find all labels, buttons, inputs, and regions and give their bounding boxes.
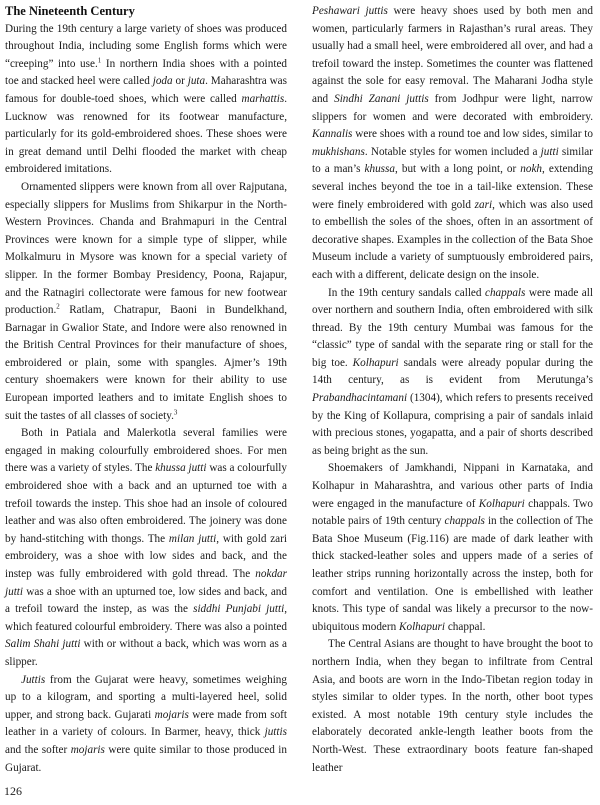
text-run: In the 19th century sandals called xyxy=(328,286,485,299)
italic-term: nokh xyxy=(520,163,543,176)
text-run: , which was also used to embellish the soles of the shoes, often in an assortment of decorative shapes. Examples in the collection of the Bata Shoe Museum include a variety of sumptuously embroidered pairs, each with a different, delicate design on the insole. xyxy=(312,198,593,281)
section-heading: The Nineteenth Century xyxy=(5,4,135,18)
italic-term: Kolhapuri xyxy=(478,497,525,510)
italic-term: zari xyxy=(474,198,493,211)
text-run: chappal. xyxy=(445,620,486,633)
paragraph xyxy=(5,672,287,778)
text-run: was a shoe with an upturned toe, low sides and back, and a trefoil toward the instep, as was the xyxy=(5,585,287,616)
page-number: 126 xyxy=(4,784,22,798)
italic-term: mukhishans xyxy=(312,145,365,158)
text-run: were quite similar to those produced in Gujarat. xyxy=(5,743,287,774)
italic-term: marhattis xyxy=(241,92,285,105)
italic-term: juta xyxy=(187,75,206,88)
text-run: from the Gujarat were heavy, sometimes weighing up to a kilogram, and sporting a multi-layered heel, solid upper, and strong back. Gujarati xyxy=(5,673,287,721)
paragraph xyxy=(5,179,287,425)
italic-term: Kolhapuri xyxy=(352,356,399,369)
paragraph xyxy=(312,3,593,285)
italic-term: mojaris xyxy=(154,708,189,721)
italic-term: chappals xyxy=(444,515,485,528)
text-run: Both in Patiala and Malerkotla several families were engaged in making colourfully embroidered shoes. For men there was a variety of styles. The xyxy=(5,427,287,475)
left-column xyxy=(5,3,287,777)
text-run: similar to a man’s xyxy=(312,145,593,176)
text-run: were made all over northern and southern India, often embroidered with silk thread. By the 19th century Mumbai was famous for the “classic” type of sandal with the separate ring or stall for the big toe. xyxy=(312,286,593,369)
footnote-ref: 1 xyxy=(97,56,102,65)
italic-term: chappals xyxy=(484,286,526,299)
footnote-ref: 3 xyxy=(173,407,178,416)
paragraph xyxy=(5,21,287,179)
italic-term: juttis xyxy=(264,726,287,739)
text-run: During the 19th century a large variety of shoes was produced throughout India, including some English forms which were “creeping” into use. xyxy=(5,22,287,70)
italic-term: mojaris xyxy=(70,743,105,756)
italic-term: joda xyxy=(152,75,173,88)
italic-term: khussa jutti xyxy=(155,462,207,475)
text-run: Ornamented slippers were known from all over Rajputana, especially slippers for Muslims from Shikarpur in the North-Western Provinces. Chanda and Brahmapuri in the Central Provinces were known for a simple type of slipper, while Molkalmuru in Mysore was known for a special variety of slipper. In the former Bombay Presidency, Poona, Rajapur, and the Ratnagiri collectorate were famous for new footwear production. xyxy=(5,180,287,317)
text-run: sandals were already popular during the 14th century, as is evident from Merutunga’s xyxy=(312,356,593,387)
text-run: were shoes with a round toe and low sides, similar to xyxy=(352,128,593,141)
text-run: in the collection of The Bata Shoe Museum (Fig.116) are made of dark leather with thick stacked-leather soles and uppers made of a series of leather strips running horizontally across the instep, both for comfort and ventilation. One is embellished with leather knots. This type of sandal was likely a precursor to the now-ubiquitous modern xyxy=(312,515,593,633)
left-column-body xyxy=(5,21,287,778)
italic-term: siddhi Punjabi jutti xyxy=(193,603,285,616)
italic-term: jutti xyxy=(540,145,559,158)
italic-term: Sindhi Zanani juttis xyxy=(334,92,429,105)
paragraph xyxy=(312,460,593,636)
text-run: (1304), which refers to presents received by the King of Kollapura, comprising a pair of sandals inlaid with precious stones, yogapatta, and a pair of shorts described as being bright as the sun. xyxy=(312,392,593,457)
paragraph xyxy=(5,425,287,671)
text-run: , with gold zari embroidery, was a shoe with low sides and back, and the instep was fully embroidered with gold thread. The xyxy=(5,532,287,580)
italic-term: milan jutti xyxy=(168,532,217,545)
text-run: were made from soft leather in a variety of colours. In Barmer, heavy, thick xyxy=(5,708,287,739)
text-run: , which featured colourful embroidery. There was also a pointed xyxy=(5,603,287,633)
italic-term: khussa xyxy=(364,163,395,176)
text-run: In northern India shoes with a pointed toe and stacked heel were called xyxy=(5,57,288,88)
text-run: with or without a back, which was worn as a slipper. xyxy=(5,638,287,668)
text-run: or xyxy=(172,75,188,88)
right-column-body xyxy=(312,3,593,777)
italic-term: Peshawari juttis xyxy=(312,5,388,17)
italic-term: Kolhapuri xyxy=(399,620,446,633)
text-run: The Central Asians are thought to have brought the boot to northern India, when they began to infiltrate from Central Asia, and boots are worn in the Indo-Tibetan region today in styles similar to older types. In the north, other boot types existed. A most notable 19th century style includes the elaborately decorated ankle-length leather boots from the North-West. These extraordinary boots feature fan-shaped leather xyxy=(312,638,593,774)
text-run: , but with a long point, or xyxy=(395,163,521,176)
text-run: and the softer xyxy=(5,743,71,756)
text-run: . Maharashtra was famous for double-toed shoes, which were called xyxy=(5,75,287,105)
text-run: Shoemakers of Jamkhandi, Nippani in Karnataka, and Kolhapur in Maharashtra, and various other parts of India were engaged in the manufacture of xyxy=(312,462,593,510)
text-run: were heavy shoes used by both men and women, particularly farmers in Rajasthan’s rural areas. They usually had a small heel, were embroidered all over, and had a trefoil toward the instep. Sometimes the counter was flattened against the sole for easy removal. The Maharani Jodha style and xyxy=(312,5,593,105)
italic-term: Kannalis xyxy=(312,128,353,141)
text-run: from Jodhpur were light, narrow slippers for women and were decorated with embroidery. xyxy=(312,92,593,123)
text-run: Ratlam, Chatrapur, Baoni in Bundelkhand, Barnagar in Gwalior State, and Indore were also renowned in the British Central Provinces for their manufacture of shoes, embroidered or plain, some with spangles. Ajmer’s 19th century shoemakers were known for their ability to use European imported leathers and to imitate English shoes to suit the tastes of all classes of society. xyxy=(5,304,287,422)
text-run: . Lucknow was renowned for its footwear manufacture, particularly for its gold-embroidered shoes. These shoes were in great demand until Delhi flooded the market with cheap embroidered imitations. xyxy=(5,92,287,176)
text-run: chappals. Two notable pairs of 19th century xyxy=(312,497,593,528)
italic-term: nokdar jutti xyxy=(5,568,287,598)
italic-term: Salim Shahi jutti xyxy=(5,638,81,651)
paragraph xyxy=(312,285,593,461)
italic-term: Juttis xyxy=(21,673,46,686)
text-run: . Notable styles for women included a xyxy=(364,145,541,158)
italic-term: Prabandhacintamani xyxy=(312,392,408,405)
footnote-ref: 2 xyxy=(56,302,60,311)
text-run: was a colourfully embroidered shoe with a back and an upturned toe with a trefoil towards the instep. This shoe had an insole of coloured leather and was also often embroidered. The joinery was done by hand-stitching with thongs. The xyxy=(5,462,288,545)
right-column xyxy=(312,3,593,777)
paragraph xyxy=(312,636,593,777)
text-run: , extending several inches beyond the toe in a tail-like extension. These were finely embroidered with gold xyxy=(312,163,593,211)
